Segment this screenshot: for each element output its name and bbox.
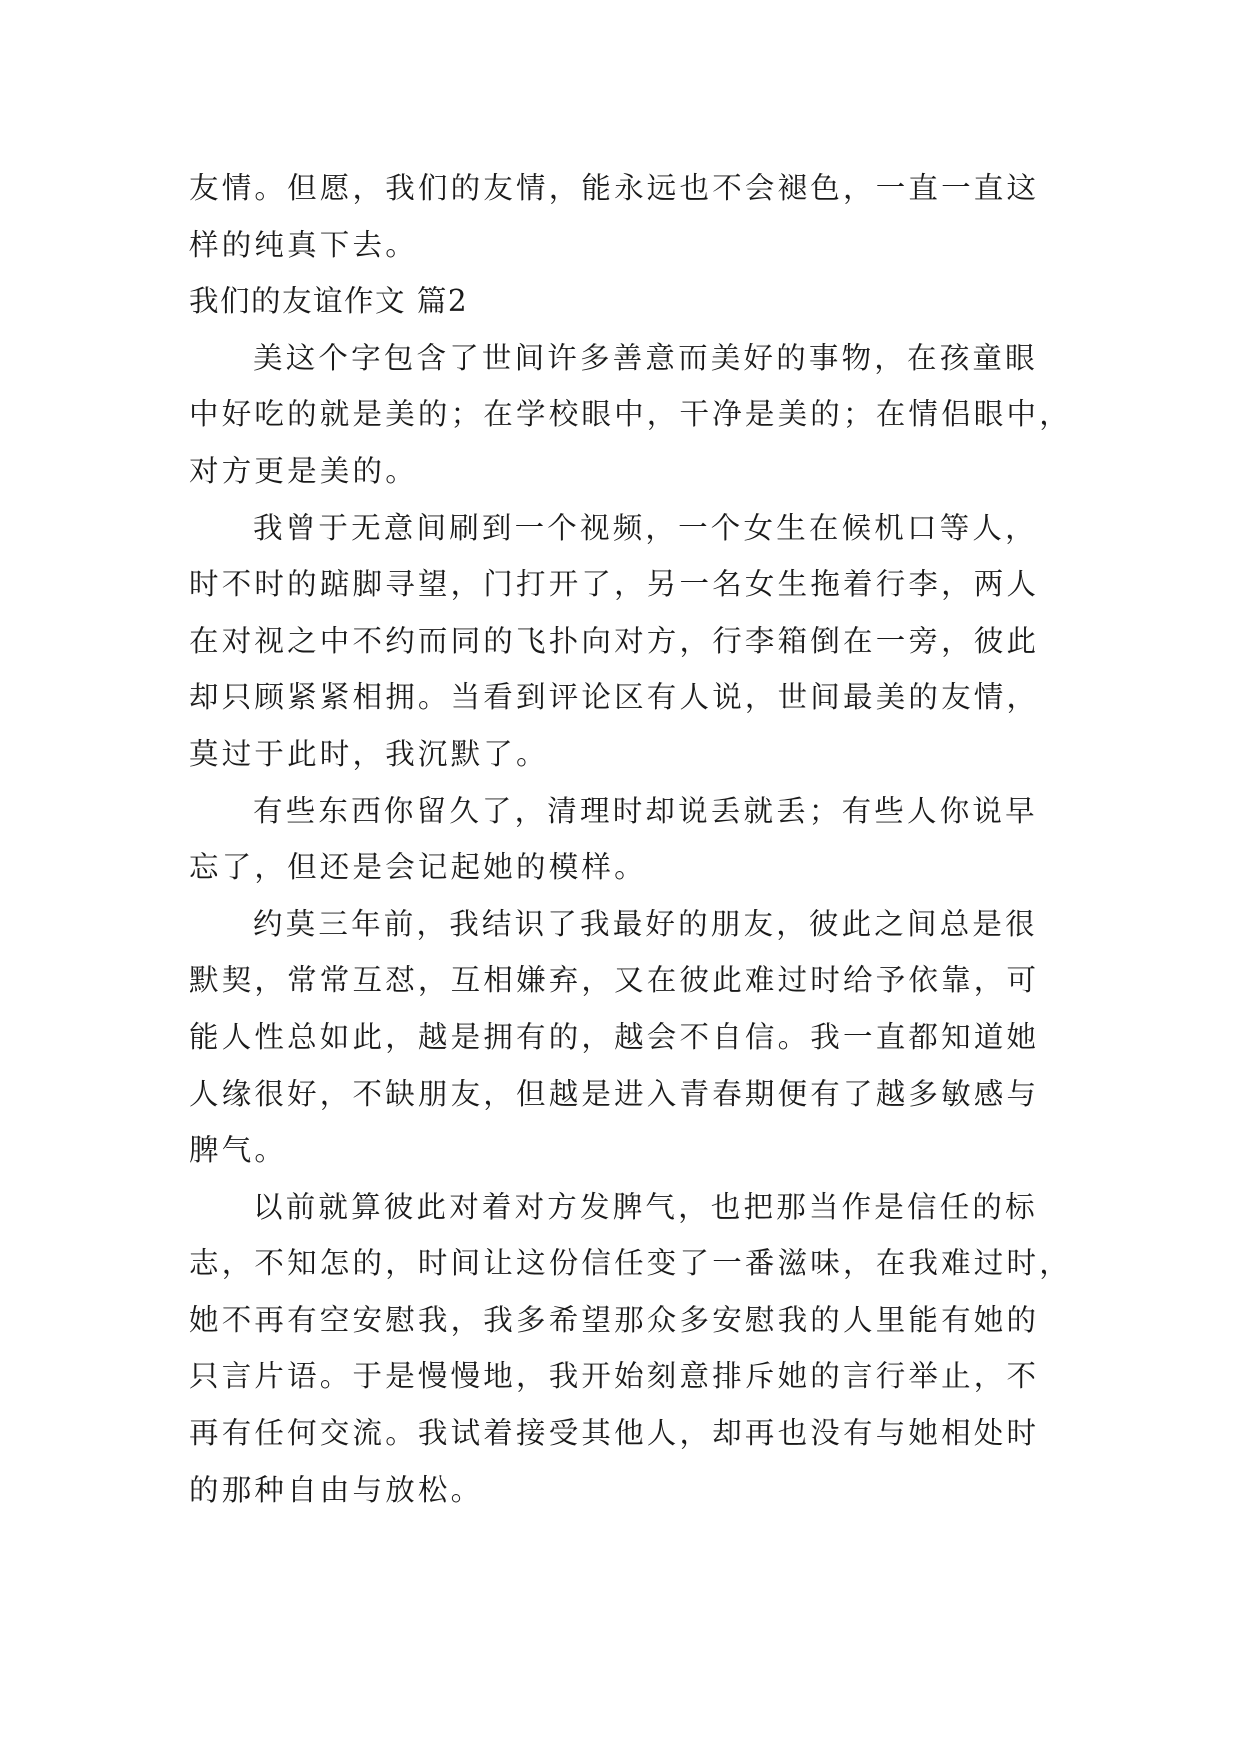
document-body: [189, 160, 1072, 1518]
text-line: 对方更是美的。: [189, 453, 418, 488]
text-line: 志，不知怎的，时间让这份信任变了一番滋味，在我难过时，: [189, 1246, 1072, 1281]
text-line: 时不时的踮脚寻望，门打开了，另一名女生拖着行李，两人: [189, 567, 1040, 602]
text-line: 能人性总如此，越是拥有的，越会不自信。我一直都知道她: [189, 1019, 1040, 1054]
text-line: 再有任何交流。我试着接受其他人，却再也没有与她相处时: [189, 1416, 1040, 1451]
text-line: 脾气。: [189, 1133, 288, 1168]
text-line: 人缘很好，不缺朋友，但越是进入青春期便有了越多敏感与: [189, 1076, 1040, 1111]
paragraph-first-line: 以前就算彼此对着对方发脾气，也把那当作是信任的标: [253, 1189, 1038, 1224]
text-line: 友情。但愿，我们的友情，能永远也不会褪色，一直一直这: [189, 171, 1040, 205]
paragraph-first-line: 美这个字包含了世间许多善意而美好的事物，在孩童眼: [253, 340, 1038, 375]
text-line: 她不再有空安慰我，我多希望那众多安慰我的人里能有她的: [189, 1302, 1040, 1337]
text-line: 忘了，但还是会记起她的模样。: [189, 850, 647, 885]
text-line: 莫过于此时，我沉默了。: [189, 736, 549, 771]
text-line: 在对视之中不约而同的飞扑向对方，行李箱倒在一旁，彼此: [189, 623, 1040, 658]
paragraph-first-line: 我曾于无意间刷到一个视频，一个女生在候机口等人，: [253, 510, 1038, 545]
text-line: 中好吃的就是美的；在学校眼中，干净是美的；在情侣眼中，: [189, 397, 1072, 432]
text-line: 只言片语。于是慢慢地，我开始刻意排斥她的言行举止，不: [189, 1359, 1040, 1394]
text-line: 的那种自由与放松。: [189, 1472, 484, 1507]
text-line: 却只顾紧紧相拥。当看到评论区有人说，世间最美的友情，: [189, 680, 1040, 715]
paragraph-first-line: 有些东西你留久了，清理时却说丢就丢；有些人你说早: [253, 793, 1038, 828]
text-line: 默契，常常互怼，互相嫌弃，又在彼此难过时给予依靠，可: [189, 963, 1040, 998]
paragraph-first-line: 约莫三年前，我结识了我最好的朋友，彼此之间总是很: [253, 906, 1038, 941]
text-line: 样的纯真下去。: [189, 227, 418, 262]
section-heading: 我们的友谊作文 篇2: [189, 284, 469, 319]
